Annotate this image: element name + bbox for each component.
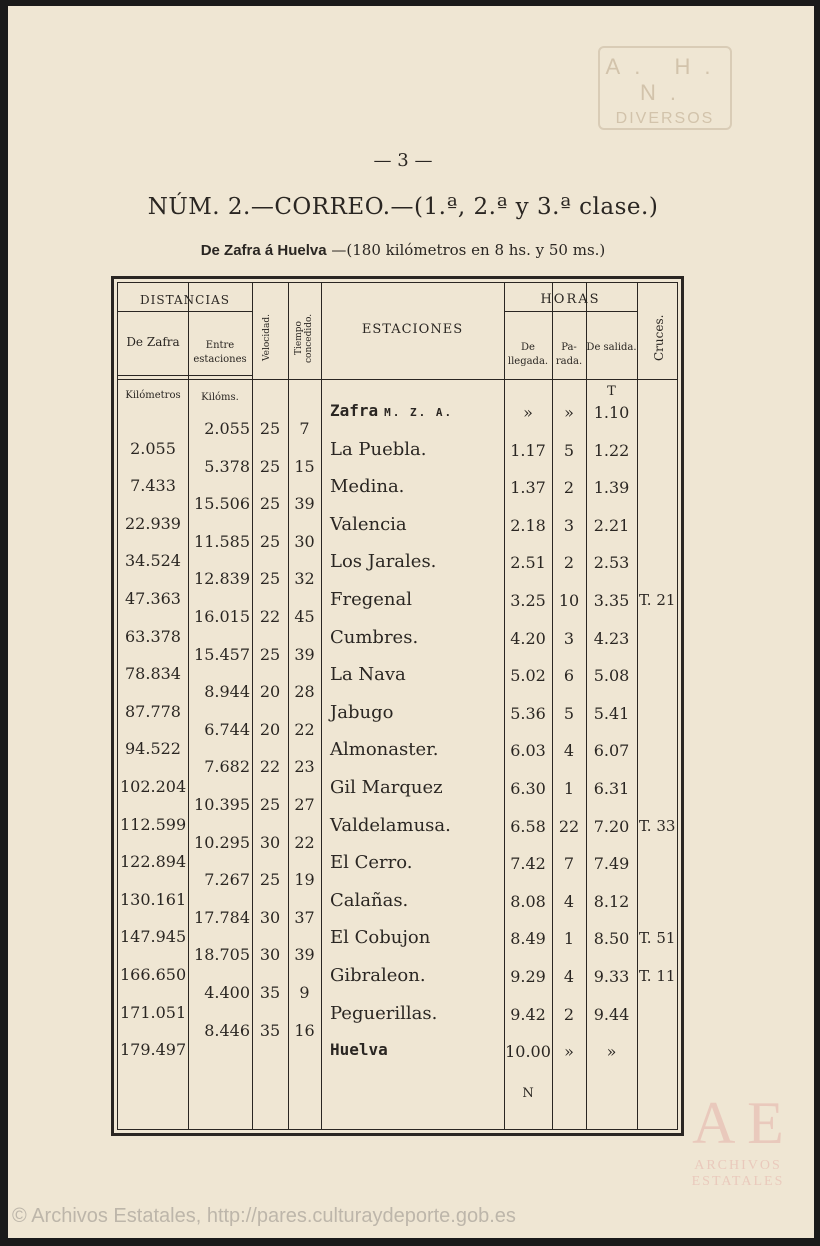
- segment-speed: 25: [259, 870, 281, 890]
- row-divider: [118, 375, 252, 376]
- segment-speed: 25: [259, 456, 281, 476]
- row-divider: [118, 311, 252, 312]
- departure-time: 2.53: [593, 553, 630, 573]
- station-label: Calañas.: [330, 889, 409, 911]
- page-number: — 3 —: [373, 150, 433, 171]
- unit-kilometros: Kilómetros: [125, 390, 181, 401]
- cumulative-distance: 171.051: [120, 1002, 187, 1022]
- segment-distance: 5.378: [204, 456, 250, 476]
- stop-minutes: 5: [563, 703, 575, 723]
- station-label: La Puebla.: [330, 438, 427, 460]
- segment-time: 19: [294, 870, 315, 890]
- stop-minutes: »: [564, 403, 574, 422]
- station-name: [330, 476, 404, 497]
- station-label: Gibraleon.: [330, 965, 426, 986]
- station-name: [330, 815, 451, 836]
- segment-distance: 7.682: [204, 757, 250, 777]
- header-velocidad: Velocidad.: [262, 314, 272, 362]
- departure-time: »: [606, 1042, 617, 1062]
- arrival-time: 6.58: [510, 816, 546, 836]
- col-divider: [252, 283, 253, 1129]
- station-label: Cumbres.: [330, 626, 419, 648]
- station-label: Zafra: [330, 401, 379, 420]
- header-horas: HORAS: [540, 292, 601, 307]
- departure-time: 7.49: [593, 854, 630, 874]
- header-llegada: De llegada.: [507, 342, 549, 367]
- segment-time: 39: [294, 945, 315, 965]
- segment-distance: 12.839: [194, 569, 250, 589]
- col-divider: [288, 283, 289, 1129]
- segment-time: 30: [294, 531, 315, 551]
- crossing-note: T. 33: [639, 816, 676, 835]
- cumulative-distance: 94.522: [125, 739, 181, 759]
- header-cruces: Cruces.: [652, 314, 666, 362]
- departure-time: 1.10: [593, 403, 630, 422]
- station-name: [330, 739, 438, 760]
- station-label: Peguerillas.: [330, 1002, 438, 1024]
- station-name: [330, 890, 408, 911]
- cumulative-distance: 2.055: [130, 438, 176, 458]
- cumulative-distance: 78.834: [125, 664, 181, 684]
- segment-distance: 10.395: [194, 795, 250, 814]
- segment-speed: 20: [259, 719, 281, 739]
- stop-minutes: 22: [558, 816, 580, 836]
- segment-speed: 25: [259, 644, 281, 664]
- cumulative-distance: 34.524: [125, 551, 181, 571]
- segment-time: 9: [299, 983, 310, 1002]
- segment-speed: 25: [259, 531, 281, 551]
- cumulative-distance: 47.363: [125, 589, 181, 608]
- arrival-time: 6.30: [510, 779, 546, 798]
- stop-minutes: 3: [563, 628, 575, 648]
- arrival-time: 5.36: [510, 703, 546, 723]
- header-de-zafra: De Zafra: [126, 335, 180, 349]
- header-distancias: DISTANCIAS: [140, 293, 230, 307]
- stop-minutes: 4: [563, 967, 575, 986]
- segment-speed: 22: [259, 607, 281, 626]
- segment-distance: 7.267: [204, 870, 250, 890]
- departure-time: 6.31: [593, 779, 630, 798]
- segment-time: 39: [294, 644, 315, 664]
- departure-time: 3.35: [593, 591, 630, 610]
- station-label: Fregenal: [330, 589, 413, 610]
- route-subtitle: [8, 241, 798, 259]
- station-name: [330, 514, 407, 535]
- segment-speed: 25: [259, 419, 281, 438]
- stop-minutes: 4: [563, 891, 575, 911]
- logo-text2: ESTATALES: [691, 1174, 785, 1189]
- crossing-note: T. 21: [639, 591, 676, 609]
- segment-speed: 25: [259, 494, 281, 514]
- segment-time: 22: [294, 832, 315, 852]
- station-label: El Cerro.: [330, 852, 413, 874]
- station-name: [330, 777, 443, 798]
- arrival-time: 9.42: [510, 1004, 546, 1024]
- cumulative-distance: 122.894: [120, 852, 187, 872]
- t-mark: T: [607, 384, 616, 399]
- cumulative-distance: 166.650: [120, 965, 187, 984]
- stop-minutes: 10: [558, 591, 580, 610]
- departure-time: 8.12: [593, 891, 630, 911]
- stamp-line2: DIVERSOS: [615, 110, 715, 127]
- logo-text1: ARCHIVOS: [694, 1158, 782, 1173]
- header-estaciones: ESTACIONES: [361, 322, 464, 337]
- route-detail: —(180 kilómetros en 8 hs. y 50 ms.): [331, 241, 606, 259]
- departure-time: 9.44: [593, 1004, 630, 1024]
- row-divider: [504, 311, 637, 312]
- station-label: Valencia: [330, 513, 407, 535]
- arrival-time: 9.29: [510, 967, 546, 986]
- station-company: M. Z. A.: [384, 406, 454, 419]
- segment-distance: 8.944: [204, 682, 250, 702]
- segment-speed: 30: [259, 832, 281, 852]
- arrival-time: 1.37: [510, 478, 546, 498]
- station-label: La Nava: [330, 664, 406, 686]
- arrival-time: 8.08: [510, 891, 546, 911]
- header-entre-estaciones: Entre estaciones: [193, 340, 247, 365]
- arrival-time: 6.03: [510, 741, 546, 761]
- segment-speed: 25: [259, 569, 281, 589]
- col-divider: [188, 283, 189, 1129]
- cumulative-distance: 7.433: [130, 476, 176, 496]
- segment-distance: 18.705: [194, 945, 250, 965]
- stop-minutes: 2: [563, 1004, 575, 1024]
- segment-time: 39: [294, 494, 315, 514]
- station-name: [330, 1003, 437, 1024]
- col-divider: [637, 283, 638, 1129]
- station-name: [330, 965, 426, 986]
- crossing-note: T. 51: [639, 929, 676, 948]
- logo-mark: A E: [692, 1090, 784, 1156]
- col-divider: [321, 283, 322, 1129]
- departure-time: 2.21: [593, 515, 630, 535]
- segment-distance: 17.784: [194, 907, 250, 927]
- header-tiempo: Tiempo concedido.: [294, 313, 314, 363]
- segment-speed: 30: [259, 945, 281, 965]
- departure-time: 5.08: [593, 666, 630, 686]
- stamp-line1: A. H. N.: [605, 54, 725, 105]
- page-title: NÚM. 2.—CORREO.—(1.ª, 2.ª y 3.ª clase.): [147, 194, 659, 220]
- arrival-time: 7.42: [510, 854, 546, 874]
- station-name: [330, 664, 406, 685]
- departure-time: 4.23: [593, 628, 630, 648]
- segment-speed: 25: [259, 795, 281, 814]
- cumulative-distance: 102.204: [120, 777, 187, 796]
- segment-time: 45: [294, 607, 315, 626]
- station-label: Huelva: [330, 1040, 388, 1060]
- arrival-time: 1.17: [510, 440, 546, 460]
- segment-time: 27: [294, 795, 315, 814]
- arrival-time: 5.02: [510, 666, 546, 686]
- arrival-time: 3.25: [510, 591, 546, 610]
- stop-minutes: 5: [563, 440, 575, 460]
- arrival-time: 2.51: [510, 553, 546, 573]
- stop-minutes: 6: [563, 666, 575, 686]
- arrival-time: 8.49: [510, 929, 546, 949]
- segment-time: 23: [294, 757, 315, 777]
- departure-time: 6.07: [593, 741, 630, 761]
- cumulative-distance: 63.378: [125, 626, 181, 646]
- segment-distance: 11.585: [194, 531, 250, 551]
- station-label: Valdelamusa.: [330, 814, 451, 836]
- segment-distance: 8.446: [204, 1020, 250, 1040]
- timetable: [111, 276, 684, 1136]
- segment-speed: 35: [259, 1020, 281, 1040]
- archive-stamp: [598, 46, 732, 130]
- stop-minutes: 7: [563, 854, 575, 874]
- segment-distance: 15.506: [194, 494, 250, 514]
- station-name: [330, 439, 427, 460]
- station-name: [330, 551, 436, 572]
- station-label: Medina.: [330, 476, 405, 498]
- arrival-time: 4.20: [510, 628, 546, 648]
- station-label: Gil Marquez: [330, 777, 443, 798]
- stop-minutes: 1: [563, 929, 575, 949]
- segment-time: 37: [294, 907, 315, 927]
- departure-time: 9.33: [593, 967, 630, 986]
- segment-distance: 6.744: [204, 719, 250, 739]
- timetable-grid: [117, 282, 678, 1130]
- cumulative-distance: 87.778: [125, 701, 181, 721]
- cumulative-distance: 147.945: [120, 927, 187, 947]
- station-name: [330, 927, 430, 948]
- departure-time: 1.39: [593, 478, 630, 498]
- station-label: Los Jarales.: [330, 551, 437, 573]
- header-parada: Pa- rada.: [555, 342, 583, 367]
- segment-time: 7: [299, 419, 310, 438]
- station-name: [330, 401, 453, 420]
- arrival-time: 2.18: [510, 515, 546, 535]
- cumulative-distance: 130.161: [120, 889, 187, 909]
- arrival-time: »: [523, 403, 533, 422]
- segment-distance: 10.295: [194, 832, 250, 852]
- stop-minutes: 3: [563, 515, 575, 535]
- segment-speed: 20: [259, 682, 281, 702]
- segment-distance: 4.400: [204, 983, 250, 1002]
- station-name: [330, 852, 413, 873]
- arrival-time: 10.00: [505, 1042, 551, 1062]
- segment-distance: 15.457: [194, 644, 250, 664]
- segment-time: 15: [294, 456, 315, 476]
- stop-minutes: 2: [563, 553, 575, 573]
- segment-distance: 2.055: [204, 419, 250, 438]
- segment-time: 16: [294, 1020, 315, 1040]
- route-name: De Zafra á Huelva: [200, 242, 327, 259]
- document-page: [8, 6, 814, 1238]
- stop-minutes: »: [564, 1042, 574, 1062]
- header-salida: De salida.: [586, 342, 637, 353]
- stop-minutes: 1: [563, 779, 575, 798]
- departure-time: 8.50: [593, 929, 630, 949]
- station-name: [330, 702, 393, 723]
- n-mark: N: [522, 1086, 534, 1101]
- segment-time: 22: [294, 719, 315, 739]
- departure-time: 5.41: [593, 703, 630, 723]
- copyright-footer: © Archivos Estatales, http://pares.culturaydeporte.gob.es: [12, 1205, 516, 1227]
- segment-time: 32: [294, 569, 315, 589]
- segment-speed: 30: [259, 907, 281, 927]
- archive-logo: [668, 1088, 808, 1218]
- segment-time: 28: [294, 682, 315, 702]
- header-divider: [118, 379, 677, 380]
- segment-speed: 35: [259, 983, 281, 1002]
- cumulative-distance: 179.497: [120, 1040, 187, 1060]
- station-name: [330, 589, 412, 610]
- station-name: [330, 1040, 388, 1059]
- cumulative-distance: 22.939: [125, 513, 181, 533]
- unit-kiloms: Kilóms.: [201, 392, 239, 403]
- segment-distance: 16.015: [194, 607, 250, 626]
- station-label: El Cobujon: [330, 927, 431, 949]
- departure-time: 1.22: [593, 440, 630, 460]
- station-label: Almonaster.: [330, 739, 439, 761]
- segment-speed: 22: [259, 757, 281, 777]
- station-label: Jabugo: [330, 701, 394, 723]
- stop-minutes: 4: [563, 741, 575, 761]
- crossing-note: T. 11: [639, 967, 676, 985]
- cumulative-distance: 112.599: [120, 814, 187, 834]
- departure-time: 7.20: [593, 816, 630, 836]
- stop-minutes: 2: [563, 478, 575, 498]
- station-name: [330, 627, 418, 648]
